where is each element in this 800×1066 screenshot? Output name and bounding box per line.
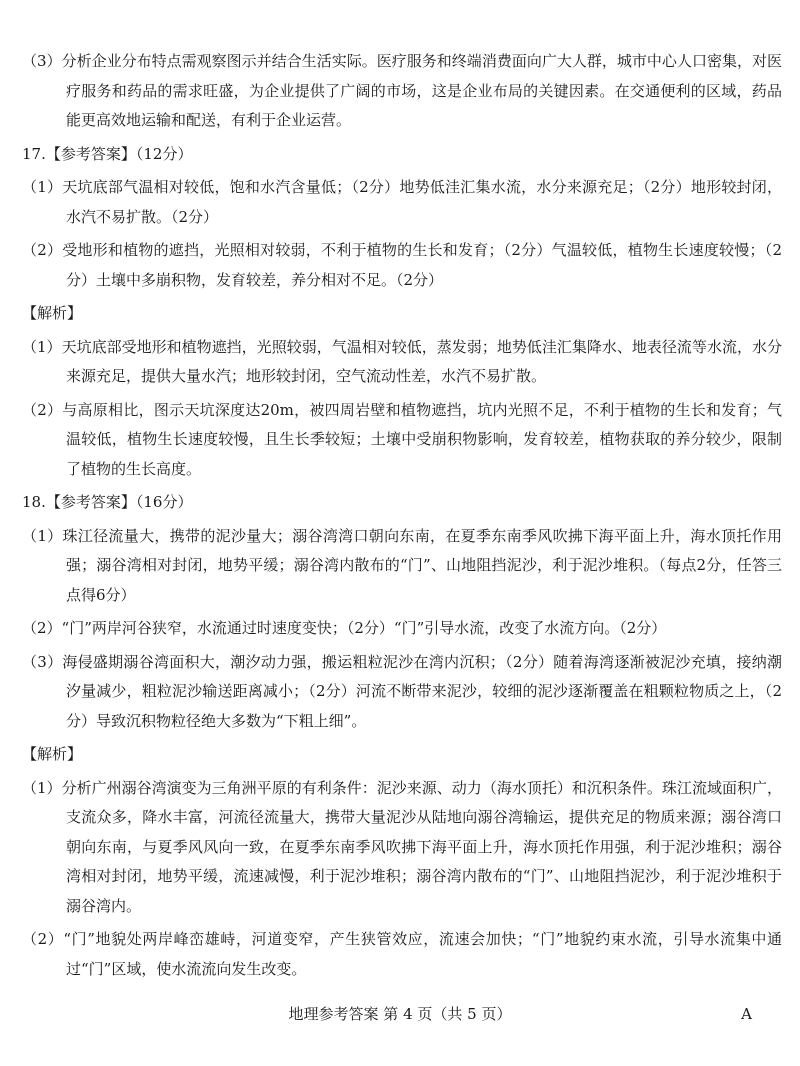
q17-answer-heading: 17.【参考答案】（12分） [22,144,193,163]
q18-analysis-heading: 【解析】 [22,745,83,763]
analysis-17-part2: （2）与高原相比，图示天坑深度达20m，被四周岩壁和植物遮挡，坑内光照不足，不利于植物的生长和发育；气温较低，植物生长速度较慢，且生长季较短；土壤中受崩积物影响，发育较差，植物获取的养分较少，限制了植物的生长高度。 [22,400,782,478]
answer-18-part1: （1）珠江径流量大，携带的泥沙量大；溺谷湾湾口朝向东南，在夏季东南季风吹拂下海平面上升，海水顶托作用强；溺谷湾相对封闭，地势平缓；溺谷湾内散布的“门”、山地阻挡泥沙，利于泥沙堆积。（每点2分，任答三点得6分） [22,526,782,604]
page-footer [0,1000,800,1030]
answer-18-part3: （3）海侵盛期溺谷湾面积大，潮汐动力强，搬运粗粒泥沙在湾内沉积；（2分）随着海湾逐渐被泥沙充填，接纳潮汐量减少，粗粒泥沙输送距离减小；（2分）河流不断带来泥沙，较细的泥沙逐渐覆盖在粗颗粒物质之上，（2分）导致沉积物粒径绝大多数为“下粗上细”。 [22,652,782,730]
q18-answer-heading: 18.【参考答案】（16分） [22,493,193,511]
answer-16-part3: （3）分析企业分布特点需观察图示并结合生活实际。医疗服务和终端消费面向广大人群，城市中心人口密集，对医疗服务和药品的需求旺盛，为企业提供了广阔的市场，这是企业布局的关键因素。在交通便利的区域，药品能更高效地运输和配送，有利于企业运营。 [22,52,782,129]
paper-version-mark: A [741,1005,752,1023]
page-number-label: 地理参考答案 第 4 页（共 5 页） [288,1005,512,1023]
analysis-18-part2: （2）“门”地貌处两岸峰峦雄峙，河道变窄，产生狭管效应，流速会加快；“门”地貌约束水流，引导水流集中通过“门”区域，使水流流向发生改变。 [22,930,782,978]
answer-document [22,47,782,988]
answer-17-part2: （2）受地形和植物的遮挡，光照相对较弱，不利于植物的生长和发育；（2分）气温较低，植物生长速度较慢；（2分）土壤中多崩积物，发育较差，养分相对不足。（2分） [22,241,782,289]
answer-17-part1: （1）天坑底部气温相对较低，饱和水汽含量低；（2分）地势低洼汇集水流，水分来源充足；（2分）地形较封闭，水汽不易扩散。（2分） [22,178,782,226]
analysis-18-part1: （1）分析广州溺谷湾演变为三角洲平原的有利条件：泥沙来源、动力（海水顶托）和沉积条件。珠江流域面积广，支流众多，降水丰富，河流径流量大，携带大量泥沙从陆地向溺谷湾输运，提供充足的物质来源；溺谷湾口朝向东南，与夏季风风向一致，在夏季东南季风吹拂下海平面上升，海水顶托作用强，利于泥沙堆积；溺谷湾相对封闭，地势平缓，流速减慢，利于泥沙堆积；溺谷湾内散布的“门”、山地阻挡泥沙，利于泥沙堆积于溺谷湾内。 [22,778,782,915]
q17-analysis-heading: 【解析】 [22,304,83,322]
answer-18-part2: （2）“门”两岸河谷狭窄，水流通过时速度变快；（2分）“门”引导水流，改变了水流方向。（2分） [22,619,667,637]
analysis-17-part1: （1）天坑底部受地形和植物遮挡，光照较弱，气温相对较低，蒸发弱；地势低洼汇集降水、地表径流等水流，水分来源充足，提供大量水汽；地形较封闭，空气流动性差，水汽不易扩散。 [22,337,782,385]
